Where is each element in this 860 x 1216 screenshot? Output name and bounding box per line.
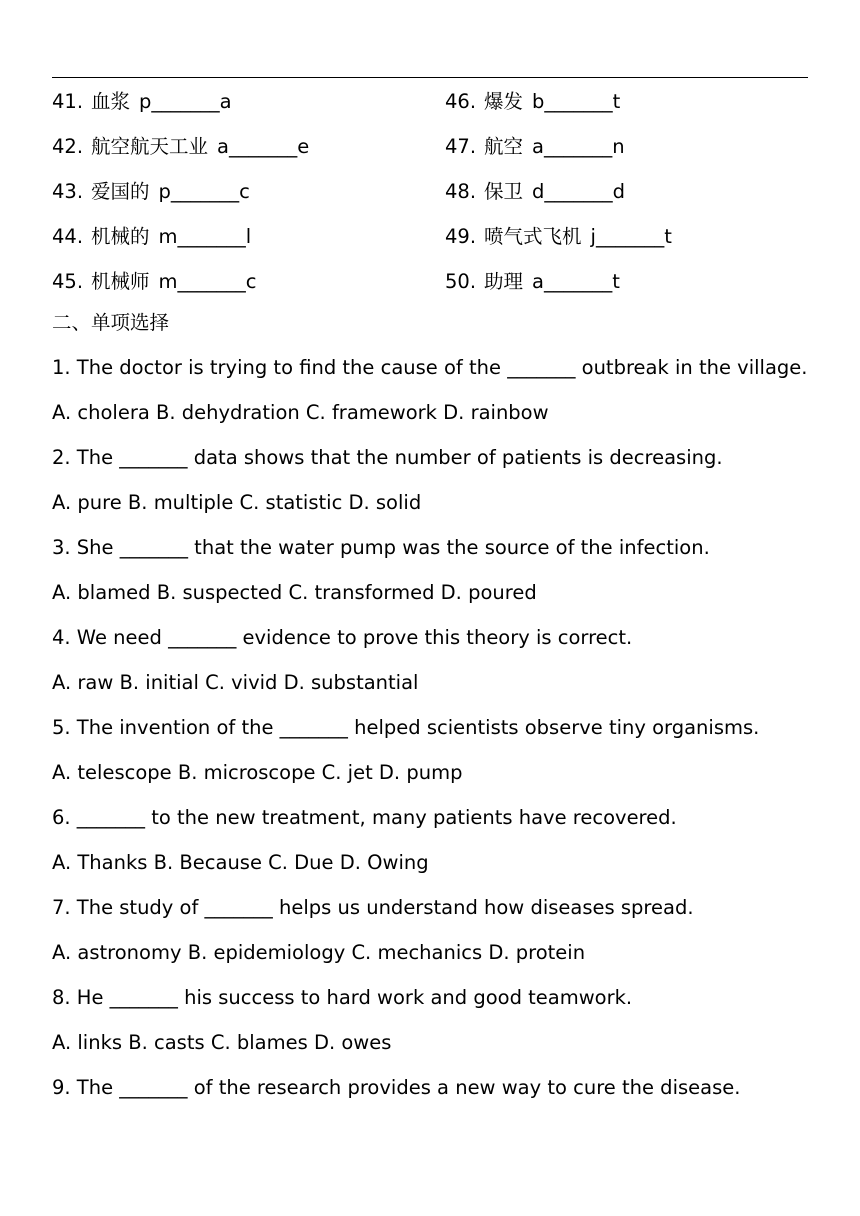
vocab-chinese: 机械师 (91, 270, 150, 293)
vocab-number: 41. (52, 90, 84, 113)
section-title: 二、单项选择 (52, 311, 170, 334)
vocab-hint: m_______l (158, 225, 252, 248)
vocab-chinese: 助理 (484, 270, 524, 293)
question-options: A. telescope B. microscope C. jet D. pump (52, 761, 463, 784)
vocab-row (52, 266, 812, 311)
vocab-number: 45. (52, 270, 84, 293)
question-options: A. Thanks B. Because C. Due D. Owing (52, 851, 429, 874)
vocab-chinese: 航空 (484, 135, 524, 158)
vocab-item (52, 86, 232, 118)
question-options: A. blamed B. suspected C. transformed D. poured (52, 581, 537, 604)
vocab-chinese: 爱国的 (91, 180, 150, 203)
question-options: A. astronomy B. epidemiology C. mechanics D. protein (52, 941, 586, 964)
vocab-item (445, 131, 625, 163)
vocab-item (445, 86, 620, 118)
question-stem: 2. The _______ data shows that the number of patients is decreasing. (52, 446, 723, 469)
header-rule (52, 77, 808, 78)
vocab-number: 50. (445, 270, 477, 293)
vocab-hint: j_______t (590, 225, 672, 248)
vocab-number: 48. (445, 180, 477, 203)
questions-section (52, 352, 822, 1117)
vocab-chinese: 机械的 (91, 225, 150, 248)
vocab-number: 42. (52, 135, 84, 158)
vocab-item (52, 266, 257, 298)
question-options: A. raw B. initial C. vivid D. substantial (52, 671, 419, 694)
vocab-chinese: 喷气式飞机 (484, 225, 582, 248)
vocab-row (52, 221, 812, 266)
question-options: A. pure B. multiple C. statistic D. solid (52, 491, 422, 514)
question-stem: 6. _______ to the new treatment, many patients have recovered. (52, 806, 677, 829)
vocab-item (52, 131, 309, 163)
vocab-hint: d_______d (532, 180, 626, 203)
vocab-chinese: 保卫 (484, 180, 524, 203)
question-options: A. links B. casts C. blames D. owes (52, 1031, 392, 1054)
question-stem: 5. The invention of the _______ helped scientists observe tiny organisms. (52, 716, 760, 739)
question-stem: 3. She _______ that the water pump was the source of the infection. (52, 536, 710, 559)
vocab-hint: b_______t (532, 90, 621, 113)
question-stem: 1. The doctor is trying to find the cause of the _______ outbreak in the village. (52, 356, 808, 379)
vocab-hint: a_______n (532, 135, 625, 158)
vocab-number: 47. (445, 135, 477, 158)
vocab-number: 44. (52, 225, 84, 248)
vocab-hint: a_______e (217, 135, 310, 158)
vocab-number: 49. (445, 225, 477, 248)
vocab-hint: m_______c (158, 270, 257, 293)
vocab-section (52, 86, 812, 311)
question-stem: 4. We need _______ evidence to prove this theory is correct. (52, 626, 633, 649)
vocab-row (52, 176, 812, 221)
vocab-item (445, 221, 672, 253)
vocab-chinese: 血浆 (91, 90, 131, 113)
vocab-row (52, 86, 812, 131)
vocab-row (52, 131, 812, 176)
vocab-chinese: 爆发 (484, 90, 524, 113)
question-stem: 7. The study of _______ helps us understand how diseases spread. (52, 896, 694, 919)
vocab-item (445, 176, 625, 208)
vocab-chinese: 航空航天工业 (91, 135, 209, 158)
vocab-number: 43. (52, 180, 84, 203)
vocab-number: 46. (445, 90, 477, 113)
question-stem: 8. He _______ his success to hard work and good teamwork. (52, 986, 633, 1009)
question-stem: 9. The _______ of the research provides a new way to cure the disease. (52, 1076, 741, 1099)
question-options: A. cholera B. dehydration C. framework D. rainbow (52, 401, 549, 424)
vocab-hint: p_______a (139, 90, 232, 113)
vocab-hint: a_______t (532, 270, 620, 293)
vocab-item (52, 176, 250, 208)
vocab-item (52, 221, 251, 253)
vocab-item (445, 266, 620, 298)
vocab-hint: p_______c (158, 180, 250, 203)
